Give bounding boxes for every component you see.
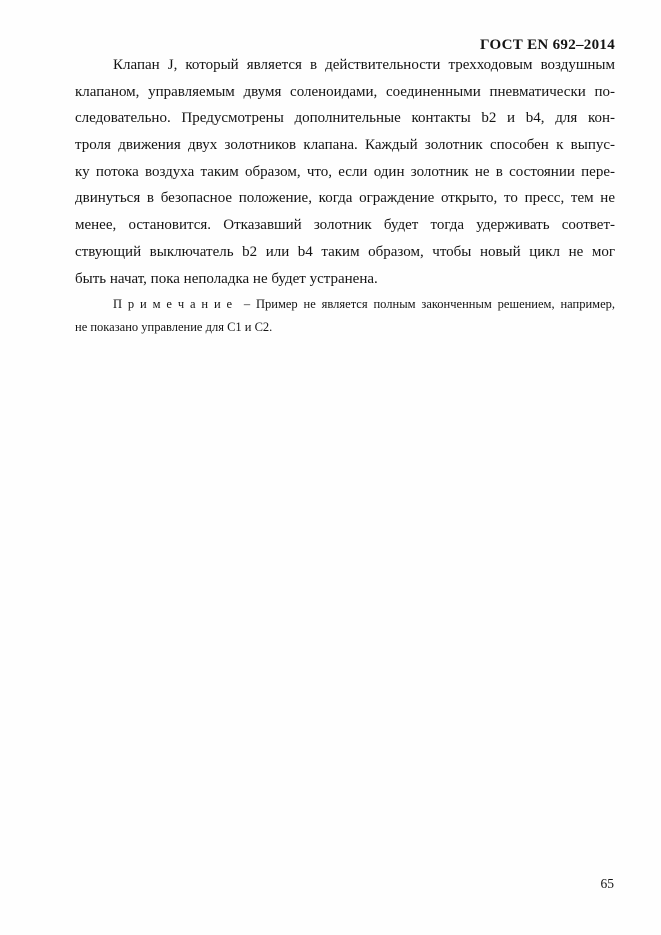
document-header: ГОСТ EN 692–2014 [480, 37, 615, 53]
paragraph-line: Клапан J, который является в действительности трехходовым воздушным [113, 57, 615, 73]
paragraph-line: менее, остановится. Отказавший золотник будет тогда удерживать соответ- [75, 217, 615, 234]
paragraph-line: ствующий выключатель b2 или b4 таким образом, чтобы новый цикл не мог [75, 243, 615, 260]
note-line: не показано управление для C1 и C2. [75, 320, 273, 334]
page-number: 65 [600, 876, 614, 891]
paragraph-line: следовательно. Предусмотрены дополнительные контакты b2 и b4, для кон- [75, 110, 615, 127]
body-paragraph [75, 52, 615, 292]
paragraph-line: двинуться в безопасное положение, когда ограждение открыто, то пресс, тем не [75, 190, 615, 207]
paragraph-line: быть начат, пока неполадка не будет устранена. [75, 270, 378, 287]
paragraph-line: ку потока воздуха таким образом, что, если один золотник не в состоянии пере- [75, 163, 615, 180]
paragraph-line: троля движения двух золотников клапана. Каждый золотник способен к выпус- [75, 137, 615, 154]
paragraph-line: клапаном, управляемым двумя соленоидами, соединенными пневматически по- [75, 83, 615, 100]
note-block [75, 293, 615, 339]
note-line: П р и м е ч а н и е – Пример не является полным законченным решением, например, [113, 297, 615, 311]
